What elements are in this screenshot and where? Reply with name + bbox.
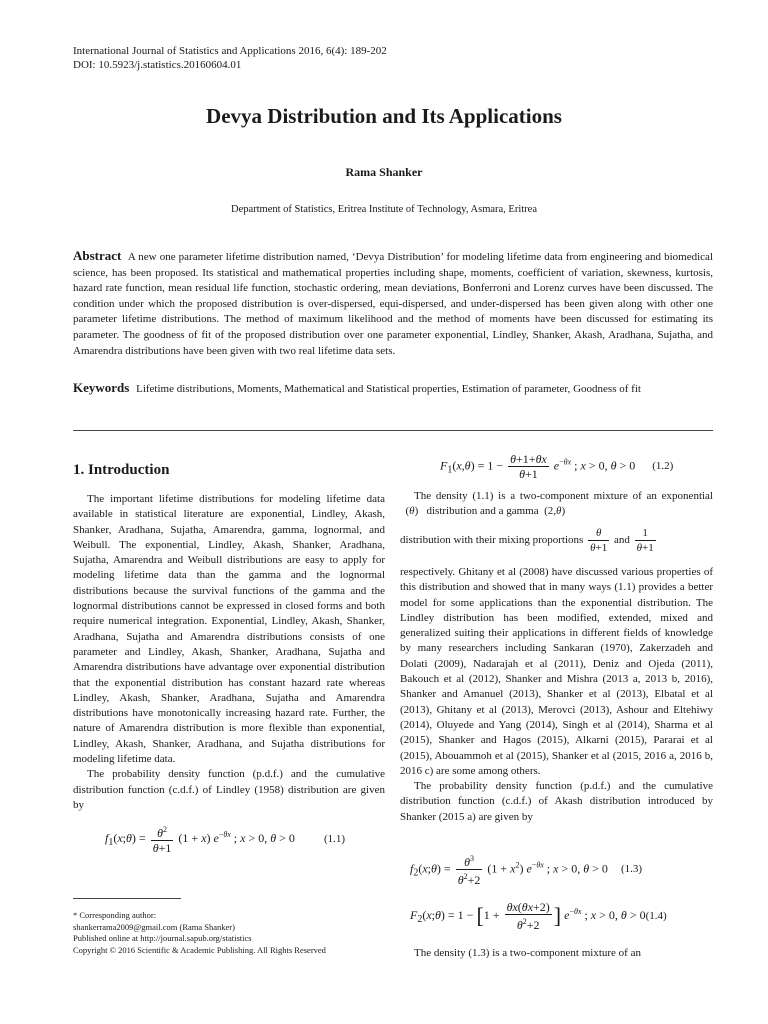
intro-paragraph-2: The probability density function (p.d.f.) and the cumulative distribution function (c.d.f.) of Lindley (1958) distribution are given by [73,768,385,811]
keywords [73,380,713,398]
footnote [73,910,385,956]
copyright: Copyright © 2016 Scientific & Academic Publishing. All Rights Reserved [73,944,326,955]
equation-number: (1.4) [645,909,667,922]
equation-1-4: $F_2(x;\theta) = 1 - [1$ + $\frac{\theta x(\theta x+2)}{\theta^2+2}$ ] $e^{-\theta x}$ ; x > 0, θ > 0(1.4) [410,900,667,932]
abstract [73,248,713,359]
section-divider [73,430,713,431]
continuation-paragraph: The density (1.3) is a two-component mixture of an [414,947,641,959]
section-heading: 1. Introduction [73,462,170,478]
author-name: Rama Shanker [345,165,423,179]
mixing-proportion-1: $\frac{\theta}{\theta+1}$ [590,526,608,554]
mixing-proportion-2: $\frac{1}{\theta+1}$ [636,526,654,554]
right-column-literature [400,565,713,825]
equation-1-3: $f_2(x;\theta)$ = $\frac{\theta^3}{\theta^2+2}$ $(1 + x^2)$ $e^{-\theta x}$ ; x > 0, θ > 0 (1.3) [410,854,643,887]
journal-header [73,44,387,72]
corresponding-author: * Corresponding author: [73,910,157,920]
abstract-label: Abstract [73,248,122,263]
mixture-text-b: distribution and a gamma [426,505,539,518]
equation-number: (1.3) [620,863,643,876]
author-email: shankerrama2009@gmail.com (Rama Shanker) [73,921,235,932]
abstract-text: A new one parameter lifetime distribution named, ‘Devya Distribution’ for modeling lifetime data from engineering and biomedical science, has been proposed. Its statistical and mathematical properties including shape, moments, coefficient of variation, skewness, kurtosis, hazard rate function, mean residual life function, stochastic ordering, mean deviations, Bonferroni and Lorenz curves have been discussed. The condition under which the proposed distribution is over-dispersed, equi-dispersed, and under-dispersed has been given along with other one parameter lifetime distributions. The method of maximum likelihood and the method of moments have been discussed for estimating its parameter. The goodness of fit of the proposed distribution over one parameter exponential, Lindley, Shanker, Akash, Aradhana, Sujatha, and Amarendra distributions have been given with two real lifetime data sets. [73,251,713,357]
journal-citation: International Journal of Statistics and Applications 2016, 6(4): 189-202 [73,45,387,57]
akash-intro-paragraph: The probability density function (p.d.f.) and the cumulative distribution function (c.d.f.) of Akash distribution introduced by Shanker (2015 a) are given by [400,780,713,823]
literature-paragraph: respectively. Ghitany et al (2008) have discussed various properties of this distribution and showed that in many ways (1.1) provides a better model for some applications than the exponential distribution. The Lindley distribution has been modified, extended, mixed and generalized suiting their applications in different fields of knowledge by many researchers including Sankaran (1970), Zakerzadeh and Dolati (2009), Nadarajah et al (2011), Deniz and Ojeda (2011), Bakouch et al (2012), Shanker and Mishra (2013 a, 2013 b, 2016), Shanker and Amanuel (2013), Shanker et al (2013), Elbatal et al (2013), Ghitany et al (2013), Merovci (2013), Ashour and Eltehiwy (2014), Oluyede and Yang (2014), Singh et al (2014), Sharma et al (2015), Shanker and Hagos (2015), Alkarni (2015), Pararai et al (2015), Abouammoh et al (2015), Shanker et al (2015, 2016 a, 2016 b, 2016 c) are some among others. [400,566,713,777]
intro-paragraph-1: The important lifetime distributions for modeling lifetime data available in statistical literature are exponential, Lindley, Akash, Shanker, Aradhana, Sujatha, Amarendra, gamma, lognormal, and Weibull. The exponential, Lindley, Akash, Shanker, Aradhana, Sujatha, Amarendra and Weibull distributions are easy to apply for modeling lifetime data than the gamma and the lognormal distributions because the survival functions of the gamma and the lognormal distributions cannot be expressed in closed forms and both require numerical integration. Exponential, Lindley, Akash, Shanker, Aradhana, Sujatha and Amarendra distributions consists of one parameter and Lindley, Akash, Shanker, Aradhana, Sujatha and Amarendra distributions have advantage over exponential distribution that the exponential distribution has constant hazard rate whereas Lindley, Akash, Shanker, Aradhana, Sujatha and Amarendra distributions have monotonically increasing hazard rate. Further, the nature of Amarendra distribution is more flexible than exponential, Lindley, Akash, Shanker, Aradhana, and Sujatha distributions for modeling lifetime data. [73,493,385,766]
right-column-mixture-text [400,489,713,555]
left-column [73,492,385,855]
footnote-divider [73,898,181,899]
paper-title: Devya Distribution and Its Applications [206,104,562,128]
published-online: Published online at http://journal.sapub.org/statistics [73,933,252,943]
equation-1-1: $f_1(x;\theta)$ = $\frac{\theta^2}{\theta+1}$ (1 + x) $e^{-\theta x}$ ; x > 0, θ > 0 (1.1) [105,825,346,856]
doi: DOI: 10.5923/j.statistics.20160604.01 [73,59,242,71]
equation-number: (1.1) [323,832,346,845]
author-affiliation: Department of Statistics, Eritrea Institute of Technology, Asmara, Eritrea [230,204,537,215]
theta-symbol: (θ) [400,505,424,518]
keywords-text: Lifetime distributions, Moments, Mathematical and Statistical properties, Estimation of parameter, Goodness of fit [136,383,641,395]
equation-1-2: $F_1(x,\theta) = 1$ − $\frac{\theta+1+\theta x}{\theta+1}$ $e^{-\theta x}$ ; x > 0, θ > 0 (1.2) [440,452,674,481]
gamma-params: (2,θ) [541,505,566,518]
right-column-continuation [400,946,713,961]
equation-number: (1.2) [652,460,674,473]
mixture-text-a: The density (1.1) is a two-component mixture of an exponential [414,490,713,502]
mixture-and: and [613,533,630,546]
mixture-text-c: distribution with their mixing proportions [400,533,584,546]
keywords-label: Keywords [73,380,130,395]
